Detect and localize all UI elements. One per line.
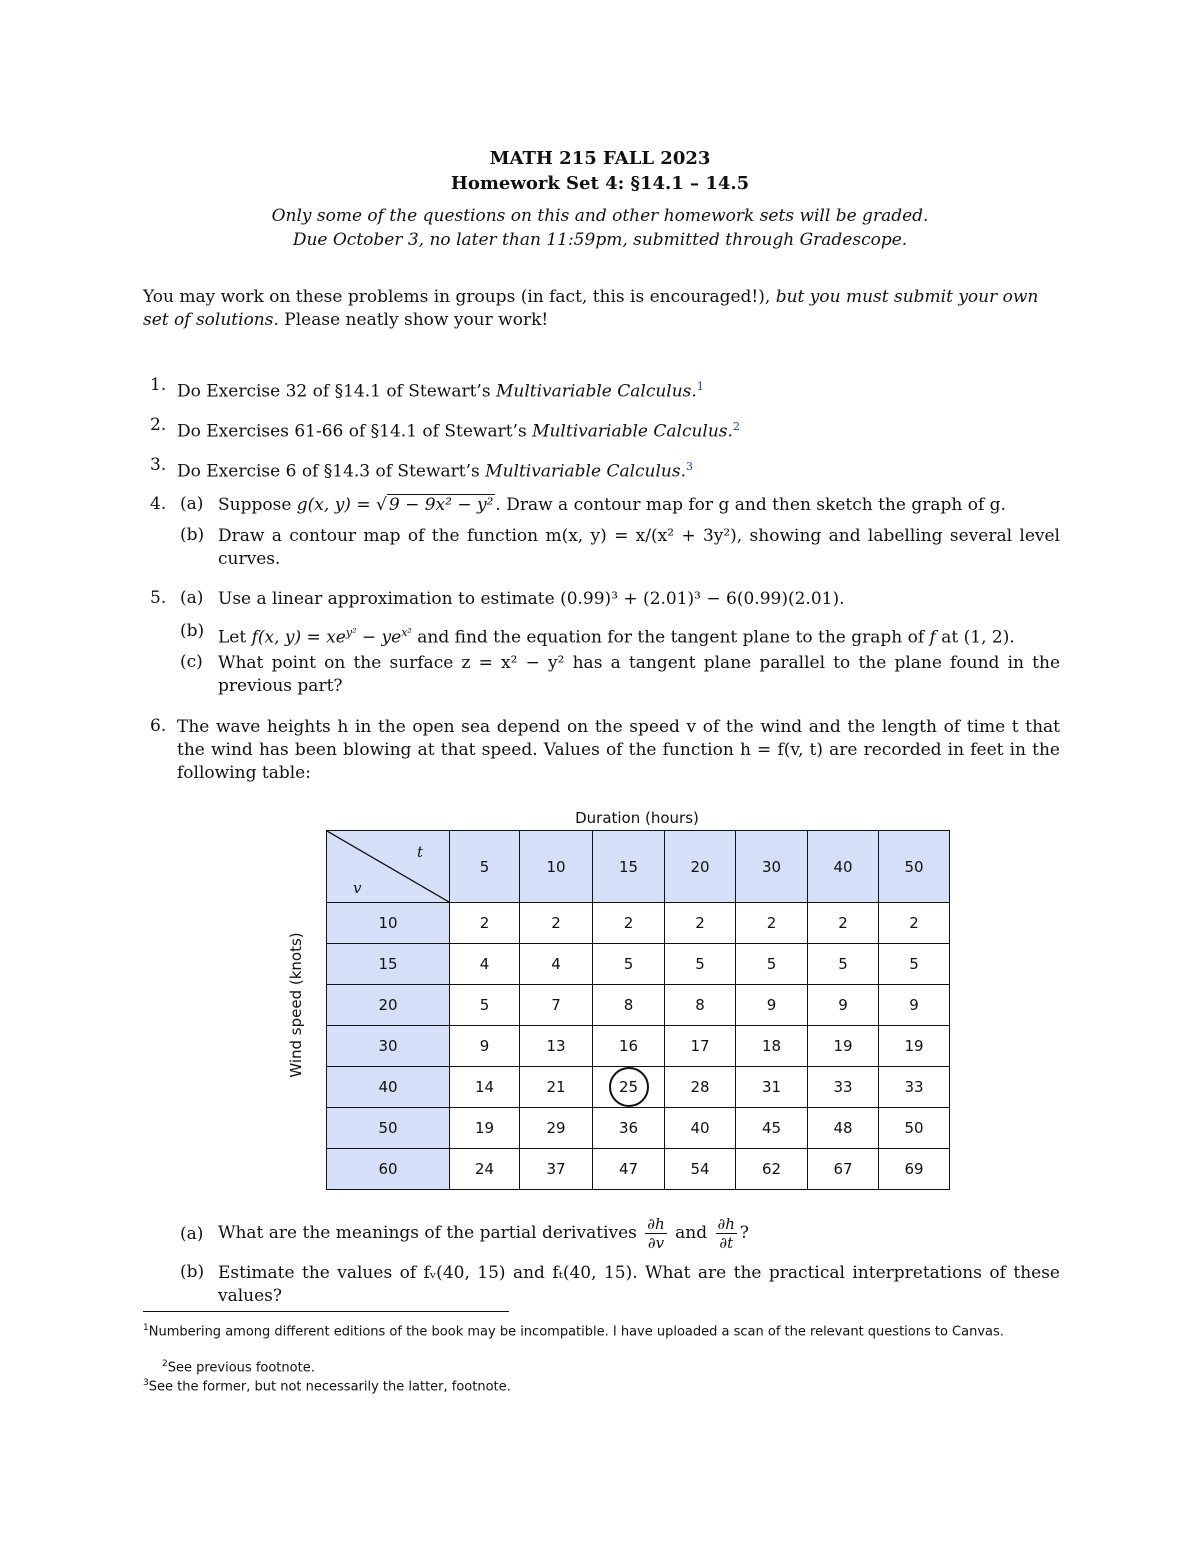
table-row <box>327 1026 950 1067</box>
table-cell: 33 <box>808 1067 879 1108</box>
part-text: Draw a contour map of the function m(x, y) = x/(x² + 3y²), showing and labelling several level curves. <box>218 526 1060 569</box>
table-cell: 8 <box>665 985 736 1026</box>
table-cell: 7 <box>520 985 593 1026</box>
duration-header: 40 <box>808 831 879 903</box>
table-cell: 21 <box>520 1067 593 1108</box>
table-cell: 54 <box>665 1149 736 1190</box>
part-text: and find the equation for the tangent plane to the graph of <box>411 627 930 648</box>
problem-number: 3. <box>150 455 167 475</box>
footnote-mark: 2 <box>162 1359 168 1369</box>
table-cell: 16 <box>593 1026 665 1067</box>
course-title: MATH 215 FALL 2023 <box>489 148 711 169</box>
table-cell: 5 <box>450 985 520 1026</box>
table-cell: 69 <box>879 1149 950 1190</box>
table-cell-circled <box>593 1067 665 1108</box>
table-cell: 5 <box>879 944 950 985</box>
column-axis-label: Duration (hours) <box>575 809 699 827</box>
table-cell: 48 <box>808 1108 879 1149</box>
table-cell: 45 <box>736 1108 808 1149</box>
intro-emphasis: but you must submit your own set of solutions. <box>143 287 1039 330</box>
duration-header: 5 <box>450 831 520 903</box>
problem-number: 2. <box>150 415 167 435</box>
table-cell: 2 <box>520 903 593 944</box>
part-text: Estimate the values of fᵥ(40, 15) and fₜ(40, 15). What are the practical interpretations of these values? <box>218 1263 1060 1306</box>
table-cell: 2 <box>736 903 808 944</box>
problem-2 <box>0 415 1200 442</box>
part-text: . Draw a contour map for g and then sketch the graph of g. <box>495 495 1006 515</box>
duration-header: 10 <box>520 831 593 903</box>
footnote-ref[interactable]: 2 <box>732 420 740 433</box>
table-row <box>327 1108 950 1149</box>
table-cell: 2 <box>665 903 736 944</box>
footnote-text: See previous footnote. <box>167 1360 315 1376</box>
table-cell: 19 <box>879 1026 950 1067</box>
footnote-mark: 1 <box>143 1323 149 1333</box>
intro-text: You may work on these problems in groups (in fact, this is encouraged!), <box>143 287 776 307</box>
duration-header: 15 <box>593 831 665 903</box>
fraction-numerator: ∂h <box>717 1215 735 1233</box>
table-cell: 62 <box>736 1149 808 1190</box>
footnote-text: Numbering among different editions of the book may be incompatible. I have uploaded a scan of the relevant questions to Canvas. <box>148 1324 1004 1340</box>
fraction-numerator: ∂h <box>647 1215 665 1233</box>
table-cell: 14 <box>450 1067 520 1108</box>
table-row <box>327 1149 950 1190</box>
table-row <box>327 903 950 944</box>
speed-symbol: v <box>353 879 362 897</box>
problem-number: 4. <box>150 494 167 514</box>
part-text: Let <box>218 627 252 648</box>
speed-header: 50 <box>327 1108 450 1149</box>
table-cell: 8 <box>593 985 665 1026</box>
part-text: Suppose <box>218 495 297 515</box>
table-cell: 18 <box>736 1026 808 1067</box>
speed-header: 15 <box>327 944 450 985</box>
table-cell: 9 <box>879 985 950 1026</box>
time-symbol: t <box>417 843 424 861</box>
table-cell: 9 <box>450 1026 520 1067</box>
due-date-note: Due October 3, no later than 11:59pm, submitted through Gradescope. <box>292 230 908 250</box>
table-cell: 28 <box>665 1067 736 1108</box>
corner-cell <box>327 831 450 903</box>
table-cell: 4 <box>520 944 593 985</box>
duration-header: 20 <box>665 831 736 903</box>
radicand: 9 − 9x² − y² <box>388 495 494 515</box>
fraction-denominator: ∂t <box>719 1234 734 1252</box>
footnote-rule <box>143 1311 509 1312</box>
duration-header: 30 <box>736 831 808 903</box>
footnote-3 <box>143 1374 1060 1396</box>
problem-number: 5. <box>150 588 167 608</box>
circle-mark: 25 <box>609 1067 649 1107</box>
part-label: (a) <box>180 494 204 514</box>
problem-text: Do Exercise 32 of §14.1 of Stewart’s <box>177 381 496 402</box>
problem-text: The wave heights h in the open sea depend on the speed v of the wind and the length of time t that the wind has been blowing at that speed. Values of the function h = f(v, t) are recorded in feet in the following table: <box>177 717 1060 783</box>
table-cell: 5 <box>736 944 808 985</box>
partial-h-v <box>645 1215 666 1252</box>
table-cell: 9 <box>808 985 879 1026</box>
problem-text: Do Exercises 61-66 of §14.1 of Stewart’s <box>177 421 533 442</box>
table-cell: 5 <box>665 944 736 985</box>
table-cell: 47 <box>593 1149 665 1190</box>
intro-paragraph <box>143 286 1060 332</box>
part-label: (b) <box>180 525 205 545</box>
table-header-row <box>327 831 950 903</box>
fraction-denominator: ∂v <box>647 1234 665 1252</box>
part-text: at (1, 2). <box>935 627 1015 648</box>
table-cell: 31 <box>736 1067 808 1108</box>
math-expr: − ye <box>356 627 402 648</box>
book-title: Multivariable Calculus. <box>532 421 733 442</box>
part-6a-text <box>218 1210 749 1256</box>
math-expr: f <box>929 627 936 648</box>
partial-h-t <box>716 1215 737 1252</box>
speed-header: 10 <box>327 903 450 944</box>
footnote-1 <box>143 1319 1060 1341</box>
problem-6a <box>0 1210 1200 1256</box>
table-row <box>327 944 950 985</box>
table-cell: 29 <box>520 1108 593 1149</box>
grading-note: Only some of the questions on this and other homework sets will be graded. <box>271 206 929 226</box>
table-cell: 5 <box>808 944 879 985</box>
table-cell: 24 <box>450 1149 520 1190</box>
footnote-ref[interactable]: 1 <box>696 380 704 393</box>
part-text: What are the meanings of the partial derivatives <box>218 1223 637 1243</box>
intro-tail: Please neatly show your work! <box>278 310 549 330</box>
part-text: and <box>675 1223 708 1243</box>
table-cell: 2 <box>879 903 950 944</box>
book-title: Multivariable Calculus. <box>495 381 697 402</box>
table-cell: 9 <box>736 985 808 1026</box>
exponent: y² <box>345 626 357 639</box>
part-5b-text <box>218 621 1060 650</box>
table-cell: 4 <box>450 944 520 985</box>
problem-text: Do Exercise 6 of §14.3 of Stewart’s <box>177 461 486 482</box>
table-cell: 13 <box>520 1026 593 1067</box>
table-cell: 5 <box>593 944 665 985</box>
table-cell: 2 <box>450 903 520 944</box>
table-row <box>327 985 950 1026</box>
part-label: (a) <box>180 588 204 608</box>
speed-header: 30 <box>327 1026 450 1067</box>
part-4a: Suppose g(x, y) = √ 9 − 9x² − y² . Draw a contour map for g and then sketch the graph of g. <box>218 495 1006 515</box>
problem-number: 1. <box>150 375 167 395</box>
speed-header: 20 <box>327 985 450 1026</box>
footnote-text: See the former, but not necessarily the latter, footnote. <box>148 1379 511 1395</box>
math-expr: g(x, y) = <box>296 495 376 515</box>
table-cell: 36 <box>593 1108 665 1149</box>
table-cell: 33 <box>879 1067 950 1108</box>
corner-diagonal <box>327 831 449 902</box>
part-text: What point on the surface z = x² − y² has a tangent plane parallel to the plane found in the previous part? <box>218 653 1060 696</box>
table-cell: 2 <box>808 903 879 944</box>
part-text: Use a linear approximation to estimate (0.99)³ + (2.01)³ − 6(0.99)(2.01). <box>218 589 845 609</box>
part-label: (c) <box>180 652 203 672</box>
duration-header: 50 <box>879 831 950 903</box>
speed-header: 40 <box>327 1067 450 1108</box>
table-cell: 40 <box>665 1108 736 1149</box>
part-label: (a) <box>180 1224 204 1244</box>
table-cell: 37 <box>520 1149 593 1190</box>
row-axis-label: Wind speed (knots) <box>287 932 305 1078</box>
table-cell: 19 <box>450 1108 520 1149</box>
table-cell: 67 <box>808 1149 879 1190</box>
speed-header: 60 <box>327 1149 450 1190</box>
part-label: (b) <box>180 1262 205 1282</box>
part-text: ? <box>739 1223 750 1243</box>
math-expr: f(x, y) = xe <box>251 627 346 648</box>
table-cell: 19 <box>808 1026 879 1067</box>
table-row <box>327 1067 950 1108</box>
footnote-mark: 3 <box>143 1378 149 1388</box>
exponent: x² <box>401 626 412 639</box>
problem-number: 6. <box>150 716 167 736</box>
problem-1 <box>0 375 1200 402</box>
part-label: (b) <box>180 621 205 641</box>
table-cell: 50 <box>879 1108 950 1149</box>
table-cell: 2 <box>593 903 665 944</box>
problem-3 <box>0 455 1200 482</box>
wave-height-table <box>326 830 950 1190</box>
table-cell: 17 <box>665 1026 736 1067</box>
book-title: Multivariable Calculus. <box>485 461 687 482</box>
homework-title: Homework Set 4: §14.1 – 14.5 <box>450 173 750 194</box>
footnote-ref[interactable]: 3 <box>686 460 694 473</box>
